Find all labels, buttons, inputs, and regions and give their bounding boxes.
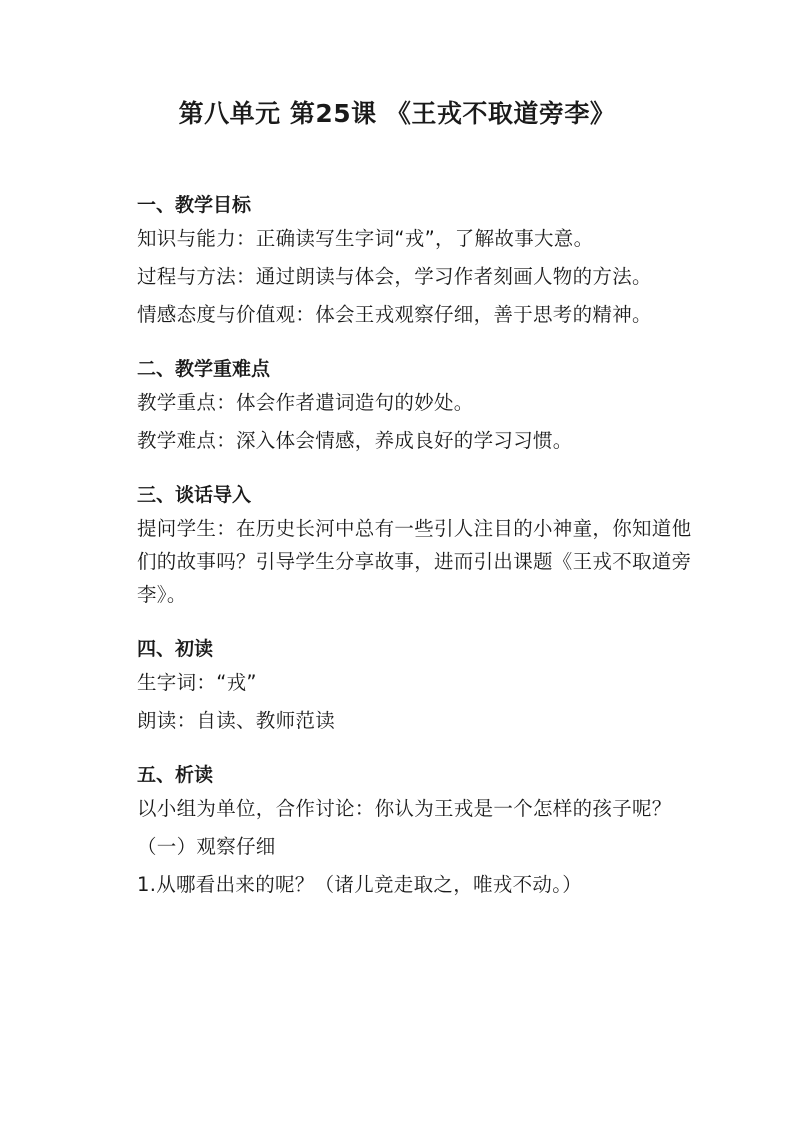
paragraph: 教学难点：深入体会情感，养成良好的学习习惯。	[137, 429, 573, 452]
section-analysis	[137, 758, 705, 901]
section-heading: 二、教学重难点	[137, 358, 271, 380]
section-heading: 五、析读	[137, 764, 214, 786]
paragraph: 过程与方法：通过朗读与体会，学习作者刻画人物的方法。	[137, 265, 652, 288]
document-title: 第八单元 第25课 《王戎不取道旁李》	[178, 99, 616, 128]
paragraph: 情感态度与价值观：体会王戎观察仔细，善于思考的精神。	[137, 303, 652, 326]
paragraph: 以小组为单位，合作讨论：你认为王戎是一个怎样的孩子呢？	[137, 797, 672, 820]
section-key-points	[137, 352, 705, 457]
paragraph: 1.从哪看出来的呢？（诸儿竞走取之，唯戎不动。）	[137, 873, 583, 896]
section-first-reading	[137, 632, 705, 737]
paragraph: 教学重点：体会作者遣词造句的妙处。	[137, 391, 474, 414]
section-teaching-goals	[137, 188, 705, 331]
section-introduction	[137, 478, 705, 611]
section-heading: 四、初读	[137, 638, 214, 660]
paragraph: 提问学生：在历史长河中总有一些引人注目的小神童，你知道他们的故事吗？引导学生分享故事，进而引出课题《王戎不取道旁李》。	[137, 517, 692, 606]
section-heading: 一、教学目标	[137, 194, 252, 216]
section-heading: 三、谈话导入	[137, 484, 252, 506]
paragraph: 知识与能力：正确读写生字词“戎”，了解故事大意。	[137, 227, 594, 250]
subheading: （一）观察仔细	[137, 835, 276, 858]
document-body	[137, 188, 705, 922]
paragraph: 朗读：自读、教师范读	[137, 709, 336, 732]
paragraph: 生字词：“戎”	[137, 671, 257, 694]
